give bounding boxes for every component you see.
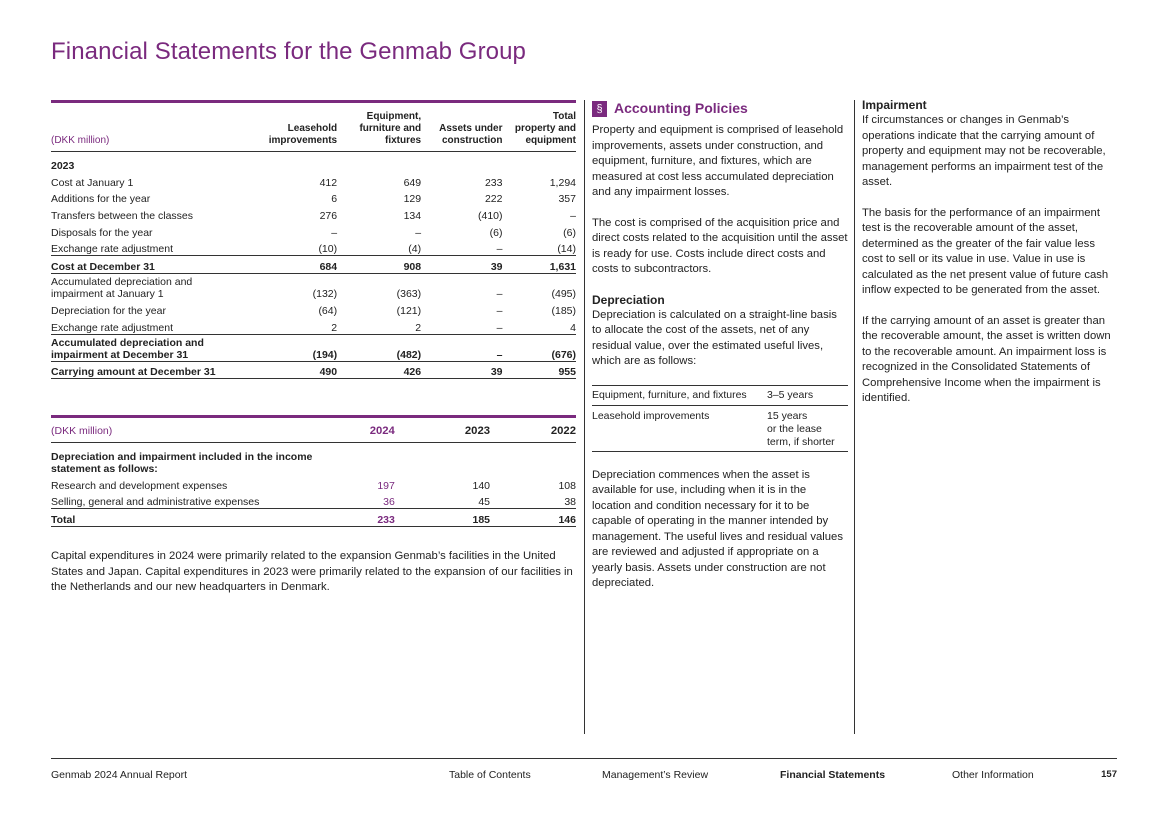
row-label: Additions for the year — [51, 193, 151, 206]
cell: (676) — [503, 334, 577, 361]
cell: 134 — [403, 210, 422, 223]
footer — [51, 758, 1117, 781]
row-label: Accumulated depreciation and impairment at December 31 — [51, 334, 261, 361]
cell: (132) — [261, 274, 337, 301]
table-row — [51, 300, 576, 317]
subheading: Impairment — [862, 98, 927, 112]
cell: 129 — [403, 193, 422, 206]
subtotal-row — [51, 256, 576, 274]
cell: 908 — [337, 256, 421, 274]
cell: 108 — [558, 479, 576, 492]
cell: – — [496, 304, 503, 317]
col-header: Assets under construction — [421, 102, 502, 152]
table-row — [51, 172, 576, 189]
asset-label: Equipment, furniture, and fixtures — [592, 385, 767, 405]
cell: 36 — [383, 496, 395, 509]
depreciation-table — [51, 415, 576, 527]
table-row — [51, 189, 576, 206]
cell: 276 — [319, 210, 338, 223]
col-header: Total property and equipment — [503, 102, 577, 152]
cell: 6 — [331, 193, 338, 206]
cell: – — [570, 210, 576, 223]
cell: 2 — [331, 321, 338, 334]
row-label: Cost at December 31 — [51, 256, 261, 274]
table-row — [51, 475, 576, 492]
row-label: Disposals for the year — [51, 226, 153, 239]
paragraph: Depreciation is calculated on a straight-line basis to allocate the cost of the assets, net of any residual value, over the estimated useful lives, which are as follows: — [592, 308, 837, 367]
total-row — [51, 361, 576, 379]
cell: (10) — [318, 243, 338, 256]
total-row — [51, 509, 576, 527]
section-year: 2023 — [51, 160, 75, 172]
cell: (185) — [551, 304, 576, 317]
cell: (64) — [318, 304, 338, 317]
table-row — [592, 385, 848, 405]
row-label: Cost at January 1 — [51, 176, 134, 189]
property-equipment-table — [51, 100, 576, 379]
cell: (194) — [261, 334, 337, 361]
paragraph: The basis for the performance of an impairment test is the recoverable amount of the asset, determined as the greater of the fair value less cost to sell or its value in use. Value in use is calculated as the net present value of future cash inflow expected to be generated from the asset. — [862, 206, 1109, 296]
cell: 684 — [261, 256, 337, 274]
cell: 412 — [319, 176, 338, 189]
cell: (121) — [396, 304, 422, 317]
cell: – — [415, 226, 422, 239]
row-label: Selling, general and administrative expenses — [51, 496, 260, 509]
cell: 490 — [261, 361, 337, 379]
cell: 39 — [421, 361, 502, 379]
cell: 233 — [484, 176, 503, 189]
row-label: Accumulated depreciation and impairment at January 1 — [51, 274, 261, 301]
cell: (495) — [503, 274, 577, 301]
unit-label: (DKK million) — [51, 417, 297, 443]
accounting-policies — [592, 101, 848, 607]
cell: 45 — [478, 496, 491, 509]
year-header: 2022 — [490, 417, 576, 443]
year-header: 2024 — [297, 417, 395, 443]
section-heading: Depreciation and impairment included in the income statement as follows: — [51, 451, 313, 476]
cell: (4) — [408, 243, 422, 256]
row-label: Depreciation for the year — [51, 304, 166, 317]
paragraph: The cost is comprised of the acquisition price and direct costs related to the acquisition until the asset is ready for use. Costs include direct costs and costs to subcontractors. — [592, 216, 848, 275]
row-label: Exchange rate adjustment — [51, 243, 173, 256]
cell: 222 — [484, 193, 503, 206]
cell: 185 — [395, 509, 490, 527]
life-value: 15 years or the lease term, if shorter — [767, 409, 835, 448]
table-row — [51, 274, 576, 301]
column-divider — [854, 100, 855, 734]
cell: 955 — [503, 361, 577, 379]
table-row — [51, 222, 576, 239]
cell: (6) — [563, 226, 576, 239]
left-column — [51, 100, 576, 607]
table-row — [51, 239, 576, 256]
page-title: Financial Statements for the Genmab Group — [51, 38, 527, 65]
cell: – — [421, 274, 502, 301]
row-label: Exchange rate adjustment — [51, 321, 173, 334]
year-header: 2023 — [395, 417, 490, 443]
nav-table-of-contents[interactable]: Table of Contents — [449, 769, 531, 781]
asset-label: Leasehold improvements — [592, 409, 710, 422]
cell: 146 — [490, 509, 576, 527]
report-name: Genmab 2024 Annual Report — [51, 769, 188, 781]
useful-lives-table — [592, 385, 848, 452]
cell: 357 — [558, 193, 576, 206]
cell: 426 — [337, 361, 421, 379]
cell: (410) — [477, 210, 503, 223]
cell: 233 — [297, 509, 395, 527]
nav-other-information[interactable]: Other Information — [952, 769, 1034, 781]
nav-managements-review[interactable]: Management’s Review — [602, 769, 709, 781]
table-row — [592, 405, 848, 451]
paragraph: If the carrying amount of an asset is greater than the recoverable amount, the asset is written down to the recoverable amount. An impairment loss is recognized in the Consolidated Statements of Comprehensive Income when the impairment is identified. — [862, 314, 1111, 404]
row-label: Carrying amount at December 31 — [51, 361, 261, 379]
cell: – — [331, 226, 338, 239]
nav-financial-statements[interactable]: Financial Statements — [780, 769, 886, 781]
paragraph: Depreciation commences when the asset is available for use, including when it is in the location and condition necessary for it to be capable of operating in the manner intended by management. The useful lives and residual values are reviewed and adjusted if appropriate on a yearly basis. Assets under construction are not depreciated. — [592, 468, 843, 589]
cell: (14) — [557, 243, 576, 256]
unit-label: (DKK million) — [51, 102, 261, 152]
paragraph: If circumstances or changes in Genmab’s operations indicate that the carrying amount of property and equipment may not be recoverable, management performs an impairment test of the asset. — [862, 114, 1106, 188]
impairment-section — [862, 98, 1118, 422]
cell: (482) — [337, 334, 421, 361]
cell: 4 — [570, 321, 576, 334]
column-divider — [584, 100, 585, 734]
row-label: Transfers between the classes — [51, 210, 194, 223]
table-row — [51, 492, 576, 509]
row-label: Total — [51, 509, 297, 527]
cell: 140 — [472, 479, 491, 492]
section-sign-icon: § — [592, 101, 607, 117]
cell: 39 — [421, 256, 502, 274]
row-label: Research and development expenses — [51, 479, 228, 492]
cell: 1,631 — [503, 256, 577, 274]
page-number: 157 — [1101, 769, 1117, 780]
cell: – — [421, 334, 502, 361]
cell: 649 — [403, 176, 422, 189]
section-title: Accounting Policies — [614, 100, 748, 117]
cell: – — [496, 243, 503, 256]
cell: 1,294 — [549, 176, 576, 189]
capex-note: Capital expenditures in 2024 were primarily related to the expansion Genmab’s facilities in the United States and Japan. Capital expenditures in 2023 were primarily related to the expansion of our facilities in the Netherlands and our new headquarters in Denmark. — [51, 550, 573, 594]
paragraph: Property and equipment is comprised of leasehold improvements, assets under construction, and equipment, furniture, and fixtures, which are measured at cost less accumulated depreciation and any impairment losses. — [592, 124, 844, 198]
cell: (363) — [337, 274, 421, 301]
subheading: Depreciation — [592, 292, 665, 307]
subtotal-row — [51, 334, 576, 361]
life-value: 3–5 years — [767, 385, 848, 405]
table-row — [51, 317, 576, 334]
cell: (6) — [489, 226, 503, 239]
cell: 2 — [415, 321, 422, 334]
cell: 197 — [377, 479, 395, 492]
col-header: Equipment, furniture and fixtures — [337, 102, 421, 152]
col-header: Leasehold improvements — [261, 102, 337, 152]
cell: 38 — [564, 496, 576, 509]
table-row — [51, 205, 576, 222]
cell: – — [496, 321, 503, 334]
